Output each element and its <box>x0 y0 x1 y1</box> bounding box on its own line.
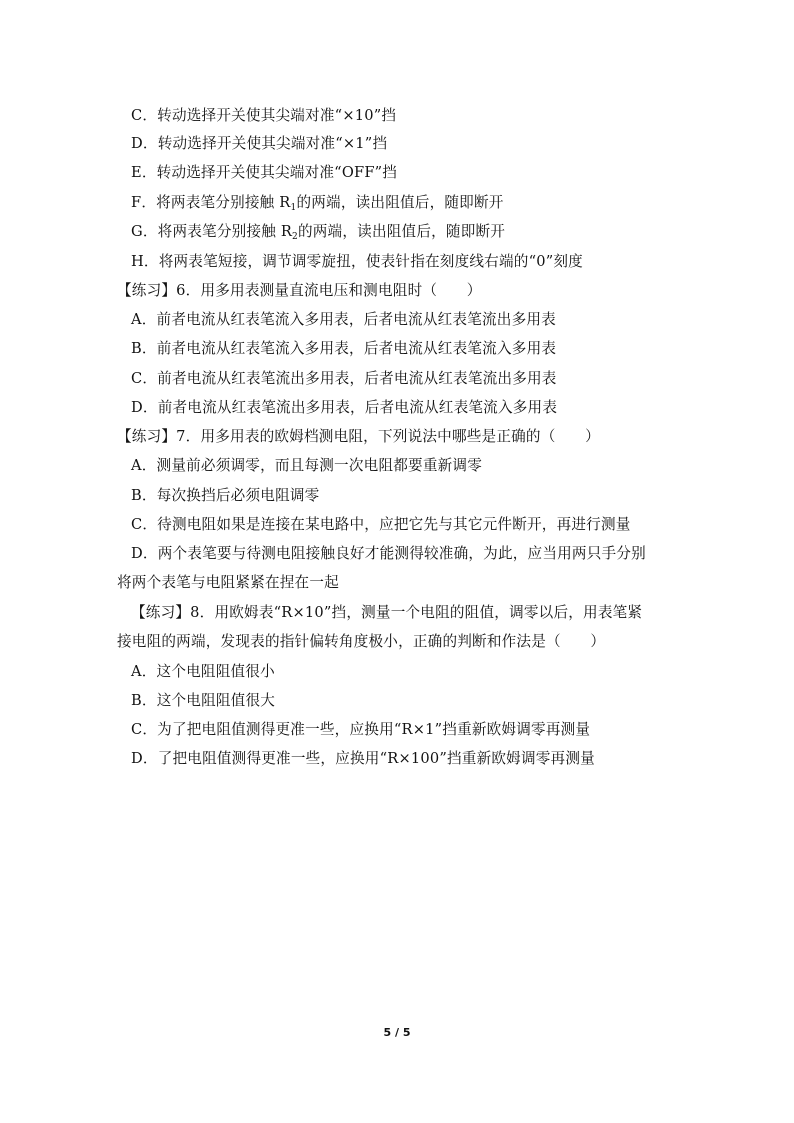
step-option-d: D．转动选择开关使其尖端对准“×1”挡 <box>131 135 388 152</box>
question-8-option-a: A．这个电阻阻值很小 <box>131 663 275 680</box>
question-7-option-d-continued: 将两个表笔与电阻紧紧在捏在一起 <box>117 574 339 591</box>
step-option-h: H．将两表笔短接，调节调零旋扭，使表针指在刻度线右端的“0”刻度 <box>131 253 583 270</box>
question-7-option-b: B．每次换挡后必须电阻调零 <box>131 487 320 504</box>
question-8-option-b: B．这个电阻阻值很大 <box>131 692 276 709</box>
page-number: 5 / 5 <box>383 1026 411 1039</box>
question-8-stem-line-2: 接电阻的两端，发现表的指针偏转角度极小，正确的判断和作法是（ ） <box>117 633 606 650</box>
question-6-option-b: B．前者电流从红表笔流入多用表，后者电流从红表笔流入多用表 <box>131 340 557 357</box>
question-8-stem-line-1: 【练习】8．用欧姆表“R×10”挡，测量一个电阻的阻值，调零以后，用表笔紧 <box>131 604 643 621</box>
step-option-e: E．转动选择开关使其尖端对准“OFF”挡 <box>131 164 398 181</box>
question-7-option-d: D．两个表笔要与待测电阻接触良好才能测得较准确，为此，应当用两只手分别 <box>131 545 646 562</box>
question-7-option-a: A．测量前必须调零，而且每测一次电阻都要重新调零 <box>131 457 482 474</box>
step-option-c: C．转动选择开关使其尖端对准“×10”挡 <box>131 107 397 124</box>
question-7-option-c: C．待测电阻如果是连接在某电路中，应把它先与其它元件断开，再进行测量 <box>131 516 631 533</box>
question-6-option-d: D．前者电流从红表笔流出多用表，后者电流从红表笔流入多用表 <box>131 399 558 416</box>
question-6-option-a: A．前者电流从红表笔流入多用表，后者电流从红表笔流出多用表 <box>131 311 556 328</box>
question-6-option-c: C．前者电流从红表笔流出多用表，后者电流从红表笔流出多用表 <box>131 370 557 387</box>
question-7-stem: 【练习】7．用多用表的欧姆档测电阻，下列说法中哪些是正确的（ ） <box>117 428 600 445</box>
step-option-g: G．将两表笔分别接触 $R_2$的两端，读出阻值后，随即断开 <box>131 223 506 242</box>
step-option-f: F．将两表笔分别接触 $R_1$的两端，读出阻值后，随即断开 <box>131 194 504 213</box>
question-6-stem: 【练习】6．用多用表测量直流电压和测电阻时（ ） <box>117 282 482 299</box>
question-8-option-c: C．为了把电阻值测得更准一些，应换用“R×1”挡重新欧姆调零再测量 <box>131 721 591 738</box>
question-8-option-d: D．了把电阻值测得更准一些，应换用“R×100”挡重新欧姆调零再测量 <box>131 750 595 767</box>
